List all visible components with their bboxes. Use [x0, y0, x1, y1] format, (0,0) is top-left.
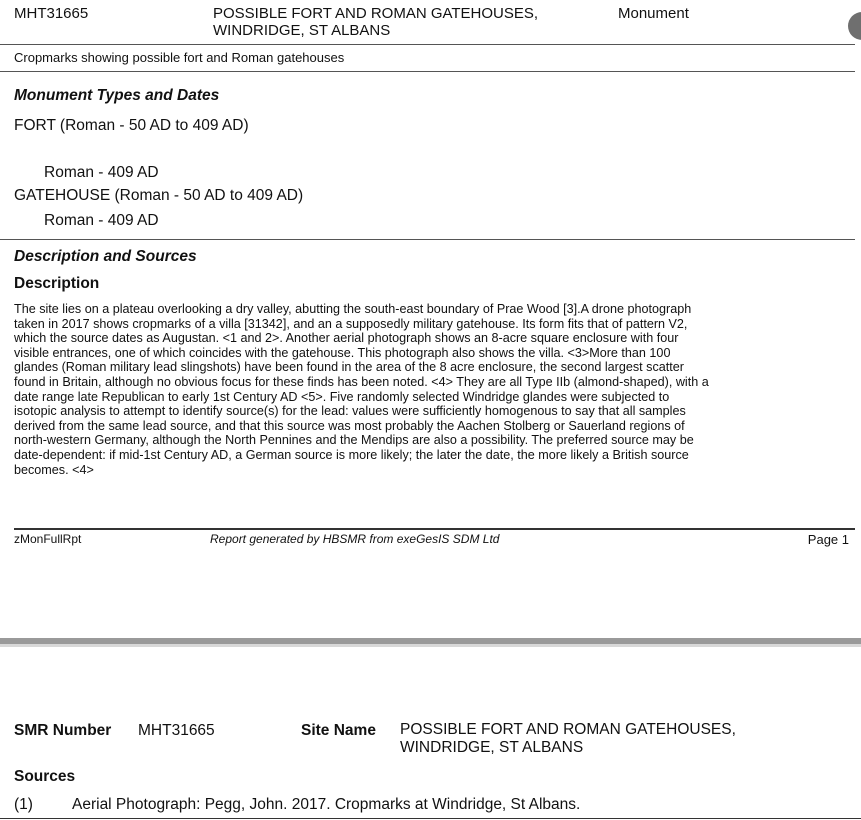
source-text: Aerial Photograph: Pegg, John. 2017. Cropmarks at Windridge, St Albans.: [72, 796, 581, 813]
description-line: The site lies on a plateau overlooking a dry valley, abutting the south-east boundary of Prae Wood [3].A drone photograph: [14, 302, 692, 316]
summary-divider: [0, 71, 855, 72]
report-code: zMonFullRpt: [14, 532, 82, 546]
smr-number-label: SMR Number: [14, 722, 112, 739]
site-name-line-1: POSSIBLE FORT AND ROMAN GATEHOUSES,: [400, 721, 736, 738]
description-line: glandes (Roman military lead slingshots) have been found in the area of the 8 acre enclosure, the second largest scatter: [14, 360, 684, 375]
monument-type-gatehouse: GATEHOUSE (Roman - 50 AD to 409 AD): [14, 187, 304, 204]
monument-types-heading: Monument Types and Dates: [14, 87, 220, 104]
monument-title: [213, 5, 538, 39]
site-name-line-2: WINDRIDGE, ST ALBANS: [400, 739, 584, 756]
description-line: taken in 2017 shows cropmarks of a villa [31342], and an a supposedly military gatehouse. Its form fits that of pattern V2,: [14, 316, 688, 331]
header-divider: [0, 44, 855, 45]
description-subheading: Description: [14, 275, 100, 292]
description-line: north-western Germany, although the North Pennines and the Mendips are also a possibility. The preferred source may be: [14, 433, 694, 448]
smr-number-value: MHT31665: [138, 722, 215, 739]
footer-divider: [14, 528, 855, 530]
description-line: becomes. <4>: [14, 462, 94, 477]
description-line: date-dependent: if mid-1st Century AD, a German source is more likely; the later the date, the more likely a British source: [14, 447, 689, 462]
monument-title-line-2: WINDRIDGE, ST ALBANS: [213, 22, 391, 39]
monument-id: MHT31665: [14, 5, 89, 22]
page-separator-shadow: [0, 644, 861, 647]
description-line: derived from the same lead source, and that this source was most probably the Aachen Stolberg or Sauerland regions of: [14, 418, 685, 433]
site-name-label: Site Name: [301, 722, 376, 739]
description-sources-heading: Description and Sources: [14, 248, 197, 265]
report-generated-by: Report generated by HBSMR from exeGesIS SDM Ltd: [210, 532, 500, 546]
monument-period-gatehouse: Roman - 409 AD: [44, 212, 159, 229]
page-number: Page 1: [807, 532, 849, 547]
description-line: isotopic analysis to attempt to identify source(s) for the lead: values were sufficiently homogenous to say that all samples: [14, 404, 686, 419]
source-number: (1): [14, 796, 33, 813]
description-line: found in Britain, although no obvious focus for these finds has been noted. <4> They are all Type IIb (almond-shaped), with a: [14, 374, 709, 389]
sources-heading: Sources: [14, 768, 76, 785]
description-line: visible entrances, one of which coincides with the gatehouse. This photograph also shows the villa. <3>More than 100: [14, 345, 671, 360]
description-line: date range late Republican to early 1st Century AD <5>. Five randomly selected Windridge glandes were subjected to: [14, 389, 670, 404]
description-text: [14, 302, 850, 477]
monument-title-line-1: POSSIBLE FORT AND ROMAN GATEHOUSES,: [213, 5, 539, 22]
monument-summary: Cropmarks showing possible fort and Roman gatehouses: [14, 50, 345, 65]
monument-type-fort: FORT (Roman - 50 AD to 409 AD): [14, 117, 249, 134]
bottom-rule: [0, 818, 861, 819]
description-line: which the source dates as Augustan. <1 and 2>. Another aerial photograph shows an 8-acre square enclosure with four: [14, 331, 679, 346]
site-name-value: [400, 721, 736, 757]
record-type: Monument: [618, 5, 689, 22]
types-divider: [0, 239, 855, 240]
monument-period-fort: Roman - 409 AD: [44, 164, 159, 181]
scroll-indicator-icon[interactable]: [848, 12, 861, 40]
